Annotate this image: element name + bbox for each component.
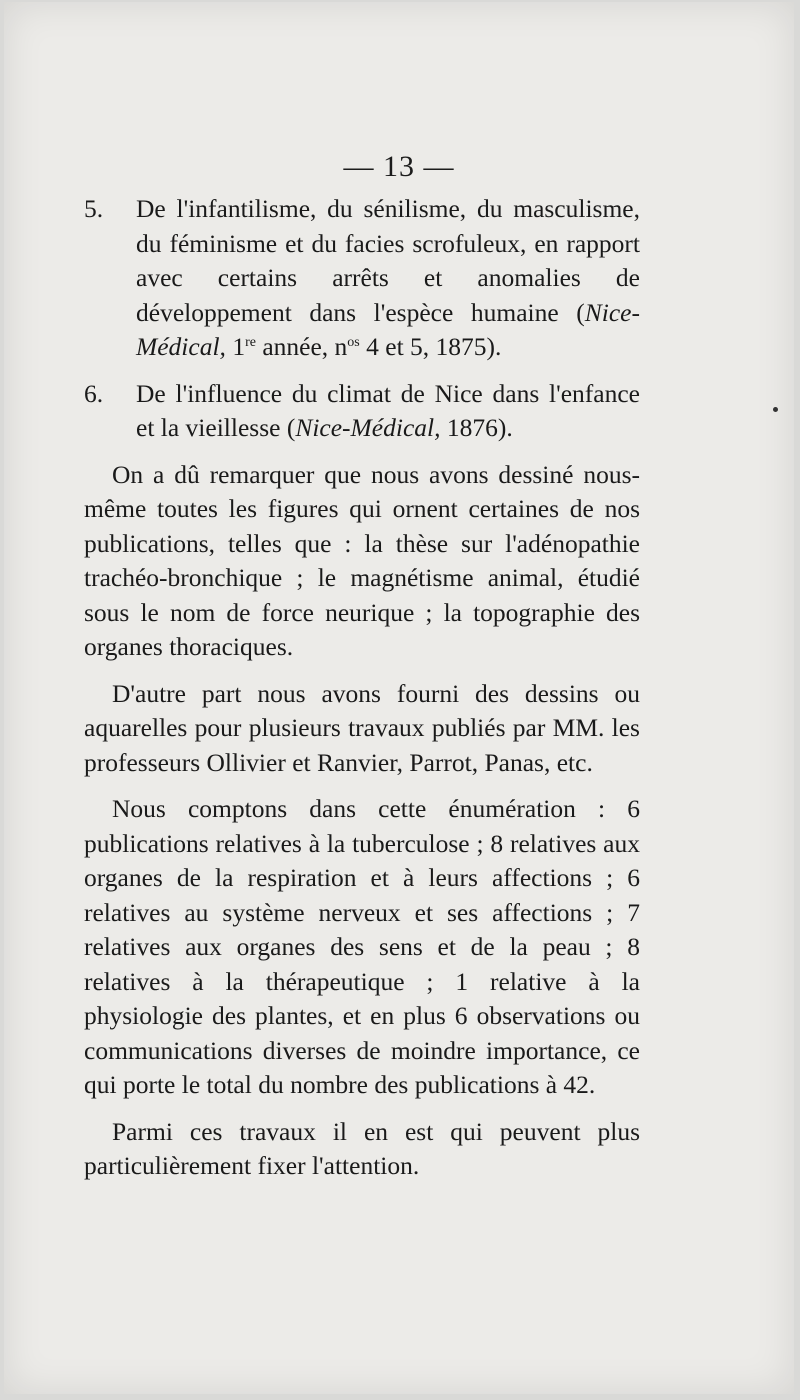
publication-entry-5 — [84, 192, 640, 365]
entry-title: De l'influence du climat de Nice dans l'enfance et la vieillesse ( — [136, 378, 640, 442]
journal-name: Nice-Médical, — [295, 413, 441, 442]
entry-issue-numbers: 4 et 5, 1875). — [359, 332, 502, 361]
numero-superscript: os — [347, 335, 360, 350]
paragraph-enumeration: Nous comptons dans cette énumération : 6 publications relatives à la tuberculose ; 8 relatives aux organes de la respiration et à leurs affections ; 6 relatives au système nerveux et ses affections ; 7 relatives aux organes des sens et de la peau ; 8 relatives à la thérapeutique ; 1 relative à la physiologie des plantes, et en plus 6 observations ou communications diverses de moindre importance, ce qui porte le total du nombre des publications à 42. — [84, 794, 640, 1099]
entry-year-prefix: 1 — [225, 332, 246, 361]
book-page — [4, 2, 794, 1394]
paragraph-drawings: On a dû remarquer que nous avons dessiné nous-même toutes les figures qui ornent certaines de nos publications, telles que : la thèse sur l'adénopathie trachéo-bronchique ; le magnétisme animal, étudié sous le nom de force neurique ; la topographie des organes thoraciques. — [84, 459, 640, 661]
entry-number: 5. — [84, 194, 104, 223]
page-body — [84, 192, 640, 1196]
paragraph-watercolors: D'autre part nous avons fourni des dessins ou aquarelles pour plusieurs travaux publiés par MM. les professeurs Ollivier et Ranvier, Parrot, Panas, etc. — [84, 678, 640, 777]
ordinal-superscript: re — [245, 335, 256, 350]
entry-title: De l'infantilisme, du sénilisme, du masculisme, du féminisme et du facies scrofuleux, en rapport avec certains arrêts et anomalies de développement dans l'espèce humaine ( — [136, 194, 640, 327]
entry-issue-prefix: année, n — [255, 332, 348, 361]
entry-text — [136, 377, 640, 446]
entry-year: 1876). — [440, 413, 513, 442]
journal-name: Nice-Médical, — [136, 297, 640, 361]
page-number: — 13 — — [343, 150, 455, 183]
paper-speck — [773, 407, 778, 412]
entry-number: 6. — [84, 378, 104, 408]
publication-entry-6 — [84, 377, 640, 446]
paragraph-conclusion: Parmi ces travaux il en est qui peuvent plus particulièrement fixer l'attention. — [84, 1116, 640, 1180]
entry-text — [136, 192, 640, 365]
